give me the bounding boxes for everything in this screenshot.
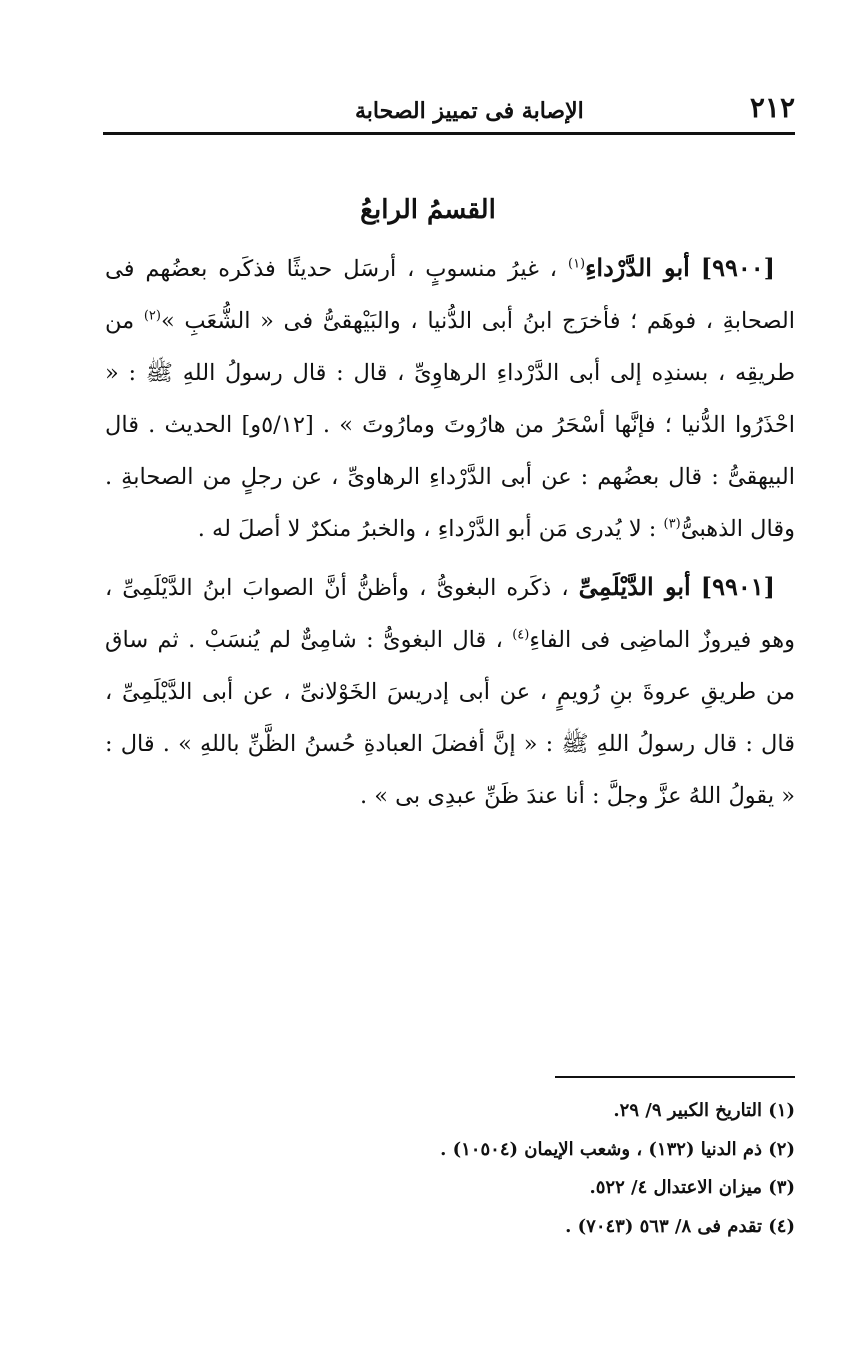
entry-text: ، قال البغوىُّ : شامِىٌّ لم يُنسَبْ . ثم ساق من طريقِ عروةَ بنِ رُويمٍ ، عن أبى إدريسَ الخَوْلانىِّ ، عن أبى الدَّيْلَمِىِّ ، قال : قال رسولُ اللهِ ﷺ : « إنَّ أفضلَ العبادةِ حُسنُ الظَّنِّ باللهِ » . قال : « يقولُ اللهُ عزَّ وجلَّ : أنا عندَ ظَنِّ عبدِى بى » . <box>105 627 795 809</box>
entry-text: ، ذكَره البغوىُّ ، وأظنُّ أنَّ الصوابَ ابنُ الدَّيْلَمِىِّ ، وهو فيروزٌ الماضِى فى الفاءِ <box>105 575 795 653</box>
footnote-marker: (٢) <box>143 308 161 324</box>
footnote-item: (٣) ميزان الاعتدال ٤/ ٥٢٢. <box>589 1177 795 1198</box>
footnote-item: (٢) ذم الدنيا (١٣٢) ، وشعب الإيمان (١٠٥٠٤) . <box>440 1138 795 1160</box>
footnote-item: (١) التاريخ الكبير ٩/ ٢٩. <box>613 1100 795 1121</box>
entry-9900 <box>105 242 795 555</box>
entry-9901 <box>105 561 795 822</box>
entry-number: [٩٩٠١] <box>700 572 775 601</box>
main-text <box>105 242 795 822</box>
page-header <box>105 84 795 124</box>
footnotes <box>105 1092 795 1246</box>
footnote-marker: (٣) <box>663 516 681 532</box>
page-number: ٢١٢ <box>749 91 795 124</box>
footnote-marker: (١) <box>567 256 586 272</box>
section-title: القسمُ الرابعُ <box>360 195 496 225</box>
header-divider <box>103 132 795 135</box>
footnote-divider <box>555 1076 795 1078</box>
entry-text: من طريقِه ، بسندِه إلى أبى الدَّرْداءِ الرهاوِىِّ ، قال : قال رسولُ اللهِ ﷺ : « احْذَرُوا الدُّنيا ؛ فإنَّها أسْحَرُ من هارُوتَ ومارُوتَ » . [٥/١٢و] الحديث . قال البيهقىُّ : قال بعضُهم : عن أبى الدَّرْداءِ الرهاوىِّ ، عن رجلٍ من الصحابةِ . وقال الذهبىُّ <box>105 308 795 542</box>
entry-text: ، غيرُ منسوبٍ ، أرسَل حديثًا فذكَره بعضُهم فى الصحابةِ ، فوهَم ؛ فأخرَج ابنُ أبى الدُّنيا ، والبَيْهقىُّ فى « الشُّعَبِ » <box>105 256 795 334</box>
entry-number: [٩٩٠٠] <box>700 253 775 282</box>
entry-name: أبو الدَّرْداءِ <box>585 253 690 282</box>
running-title: الإصابة فى تمييز الصحابة <box>355 98 584 124</box>
entry-name: أبو الدَّيْلَمِىِّ <box>578 572 691 601</box>
footnote-marker: (٤) <box>512 627 530 643</box>
footnote-item: (٤) تقدم فى ٨/ ٥٦٣ (٧٠٤٣) . <box>565 1215 795 1237</box>
entry-text: : لا يُدرى مَن أبو الدَّرْداءِ ، والخبرُ منكرٌ لا أصلَ له . <box>197 516 664 542</box>
